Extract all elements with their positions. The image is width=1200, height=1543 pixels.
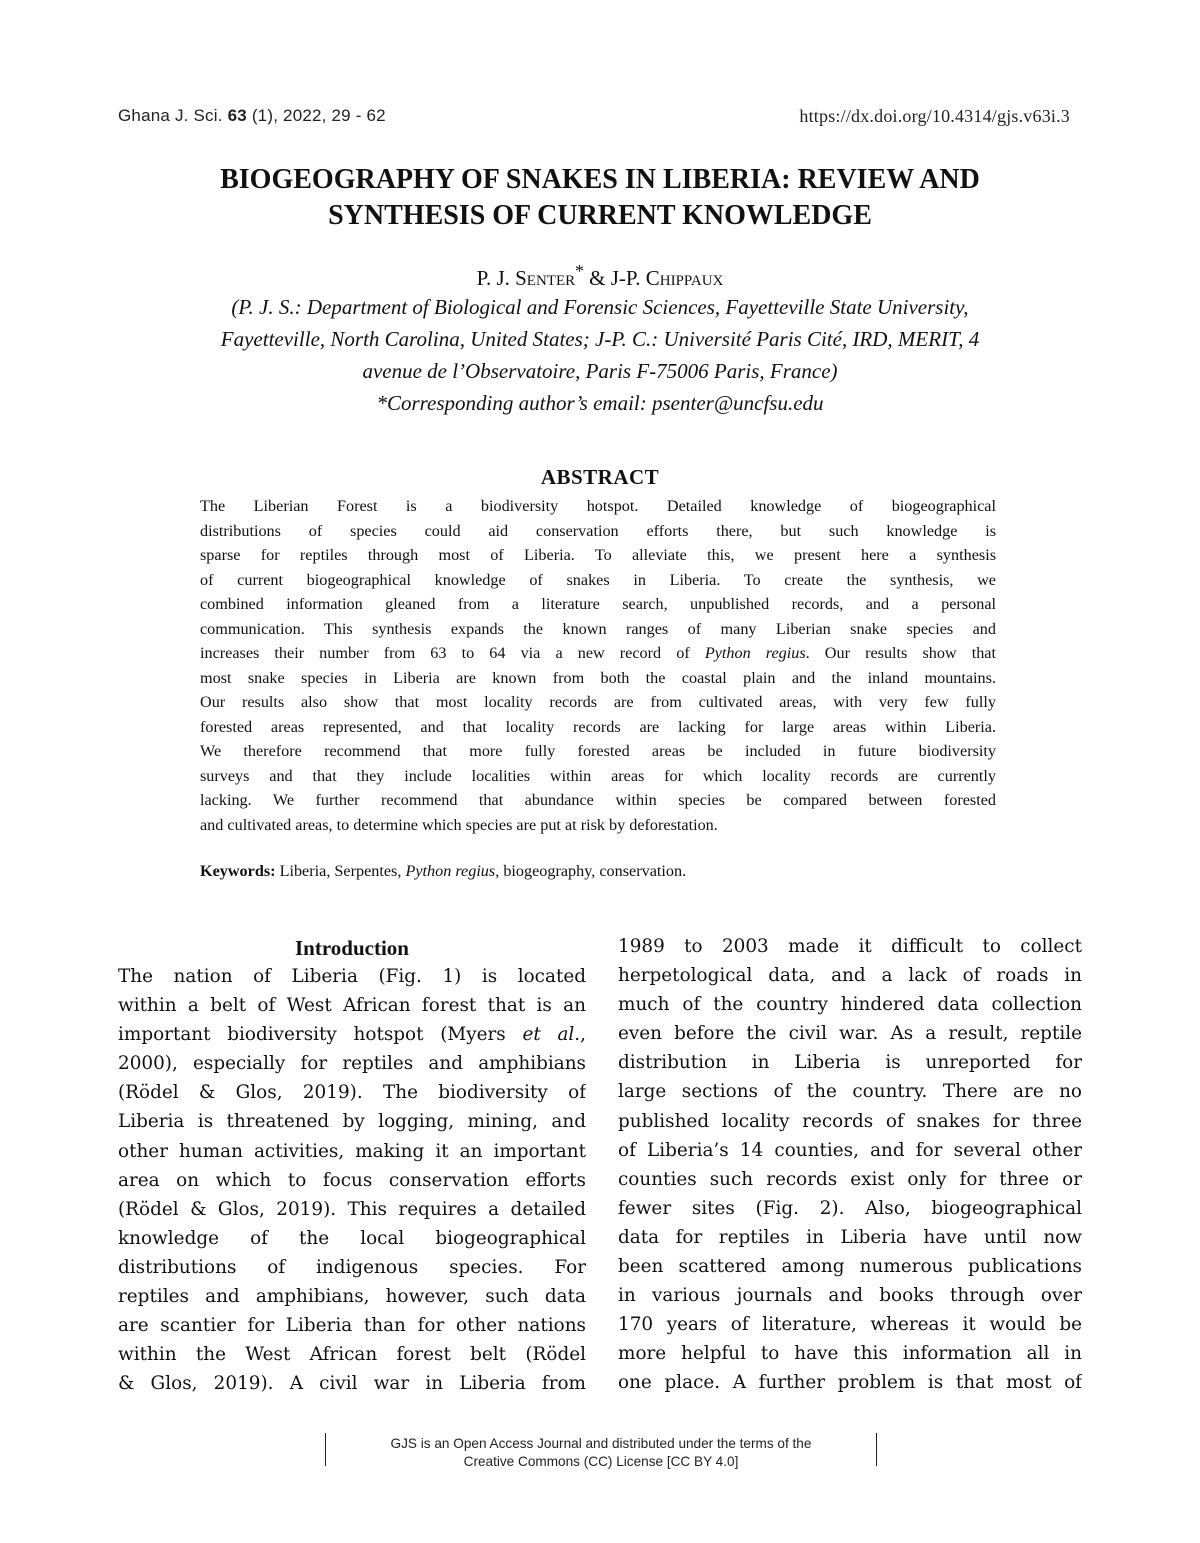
doi-link[interactable]: https://dx.doi.org/10.4314/gjs.v63i.3 — [799, 106, 1070, 126]
keywords — [200, 862, 1000, 881]
body-line: published locality records of snakes for three — [618, 1110, 1082, 1132]
body-line: herpetological data, and a lack of roads in — [618, 965, 1082, 987]
footer-divider — [325, 1433, 326, 1466]
body-line-text: important biodiversity hotspot (Myers — [118, 1024, 523, 1046]
body-line: 2000), especially for reptiles and amphibians — [118, 1053, 586, 1075]
title-line-2: SYNTHESIS OF CURRENT KNOWLEDGE — [328, 200, 872, 231]
species-name: Python regius — [704, 644, 806, 662]
keywords-species: Python regius — [405, 862, 496, 880]
body-line: data for reptiles in Liberia have until now — [618, 1226, 1082, 1248]
affiliation-line: Fayetteville, North Carolina, United States; J-P. C.: Université Paris Cité, IRD, MERIT, 4 — [220, 327, 980, 351]
body-line: (Rödel & Glos, 2019). This requires a detailed — [118, 1198, 586, 1220]
body-line: fewer sites (Fig. 2). Also, biogeographical — [618, 1197, 1082, 1219]
license-line-2: Creative Commons (CC) License [CC BY 4.0] — [463, 1454, 739, 1469]
abstract-line: most snake species in Liberia are known from both the coastal plain and the inland mountains. — [200, 668, 996, 687]
body-line-text: , — [580, 1024, 586, 1046]
abstract-line: distributions of species could aid conservation efforts there, but such knowledge is — [200, 521, 996, 540]
abstract-body — [200, 494, 996, 837]
license-footer — [325, 1433, 877, 1473]
affiliation-line: (P. J. S.: Department of Biological and Forensic Sciences, Fayetteville State University, — [231, 295, 969, 319]
abstract-line: We therefore recommend that more fully forested areas be included in future biodiversity — [200, 742, 996, 760]
journal-citation — [118, 106, 386, 126]
body-line: been scattered among numerous publications — [618, 1256, 1082, 1278]
body-line — [118, 1020, 586, 1049]
body-line: one place. A further problem is that most of — [618, 1372, 1082, 1394]
section-heading-introduction: Introduction — [295, 936, 409, 960]
title-line-1: BIOGEOGRAPHY OF SNAKES IN LIBERIA: REVIEW AND — [220, 164, 980, 195]
body-line: area on which to focus conservation efforts — [118, 1169, 586, 1191]
abstract-line: and cultivated areas, to determine which species are put at risk by deforestation. — [200, 815, 718, 834]
body-line: distribution in Liberia is unreported for — [618, 1052, 1082, 1074]
body-line: in various journals and books through over — [618, 1285, 1082, 1307]
abstract-line: lacking. We further recommend that abundance within species be compared between forested — [200, 791, 996, 809]
keywords-text: , biogeography, conservation. — [495, 862, 687, 880]
body-line: & Glos, 2019). A civil war in Liberia from — [118, 1373, 586, 1395]
body-line: distributions of indigenous species. For — [118, 1256, 586, 1278]
body-line: (Rödel & Glos, 2019). The biodiversity of — [118, 1082, 586, 1104]
keywords-label: Keywords: — [200, 862, 276, 880]
abstract-line: The Liberian Forest is a biodiversity hotspot. Detailed knowledge of biogeographical — [200, 497, 996, 515]
license-text — [335, 1435, 867, 1471]
body-line: 1989 to 2003 made it difficult to collect — [618, 936, 1082, 957]
body-line: knowledge of the local biogeographical — [118, 1227, 586, 1249]
body-column-left — [118, 962, 586, 1398]
corresponding-email: *Corresponding author’s email: psenter@uncfsu.edu — [376, 391, 824, 415]
affiliations — [100, 291, 1100, 387]
body-line: even before the civil war. As a result, reptile — [618, 1023, 1082, 1045]
body-line: are scantier for Liberia than for other nations — [118, 1315, 586, 1337]
body-line: other human activities, making it an important — [118, 1140, 586, 1162]
abstract-heading: ABSTRACT — [540, 465, 660, 489]
corresponding-asterisk: * — [575, 261, 584, 281]
abstract-line: forested areas represented, and that locality records are lacking for large areas within Liberia. — [200, 717, 996, 736]
body-line: within the West African forest belt (Rödel — [118, 1344, 586, 1366]
body-line: reptiles and amphibians, however, such data — [118, 1286, 586, 1308]
author-1: P. J. Senter — [476, 266, 576, 290]
abstract-line: Our results also show that most locality records are from cultivated areas, with very few fully — [200, 693, 996, 711]
abstract-line: sparse for reptiles through most of Liberia. To alleviate this, we present here a synthesis — [200, 546, 996, 564]
body-line: large sections of the country. There are no — [618, 1081, 1082, 1103]
body-column-right — [618, 932, 1082, 1398]
author-list — [100, 261, 1100, 291]
abstract-line: combined information gleaned from a literature search, unpublished records, and a personal — [200, 595, 996, 613]
abstract-line: of current biogeographical knowledge of snakes in Liberia. To create the synthesis, we — [200, 570, 996, 589]
abstract-line-text: . Our results show that — [805, 644, 996, 662]
citation-volume: 63 — [227, 106, 247, 125]
et-al: et al. — [522, 1024, 581, 1046]
paper-title — [100, 162, 1100, 234]
affiliation-line: avenue de l’Observatoire, Paris F-75006 Paris, France) — [362, 359, 838, 383]
keywords-text: Liberia, Serpentes, — [275, 862, 406, 880]
body-line: of Liberia’s 14 counties, and for several other — [618, 1139, 1082, 1161]
body-line: 170 years of literature, whereas it would be — [618, 1314, 1082, 1336]
body-line: within a belt of West African forest that is an — [118, 995, 586, 1017]
body-line: more helpful to have this information all in — [618, 1343, 1082, 1365]
footer-divider — [876, 1433, 877, 1466]
author-2: J-P. Chippaux — [610, 266, 724, 290]
license-line-1: GJS is an Open Access Journal and distributed under the terms of the — [390, 1436, 812, 1451]
body-line: counties such records exist only for three or — [618, 1168, 1082, 1190]
body-line: The nation of Liberia (Fig. 1) is located — [118, 966, 586, 987]
abstract-line — [200, 641, 996, 666]
citation-suffix: (1), 2022, 29 - 62 — [246, 106, 386, 125]
body-line: much of the country hindered data collection — [618, 994, 1082, 1016]
author-separator: & — [583, 266, 611, 290]
abstract-line-text: increases their number from 63 to 64 via a new record of — [200, 644, 705, 662]
abstract-line: surveys and that they include localities within areas for which locality records are currently — [200, 766, 996, 785]
body-line: Liberia is threatened by logging, mining, and — [118, 1111, 586, 1133]
citation-prefix: Ghana J. Sci. — [118, 106, 228, 125]
abstract-line: communication. This synthesis expands the known ranges of many Liberian snake species and — [200, 619, 996, 638]
